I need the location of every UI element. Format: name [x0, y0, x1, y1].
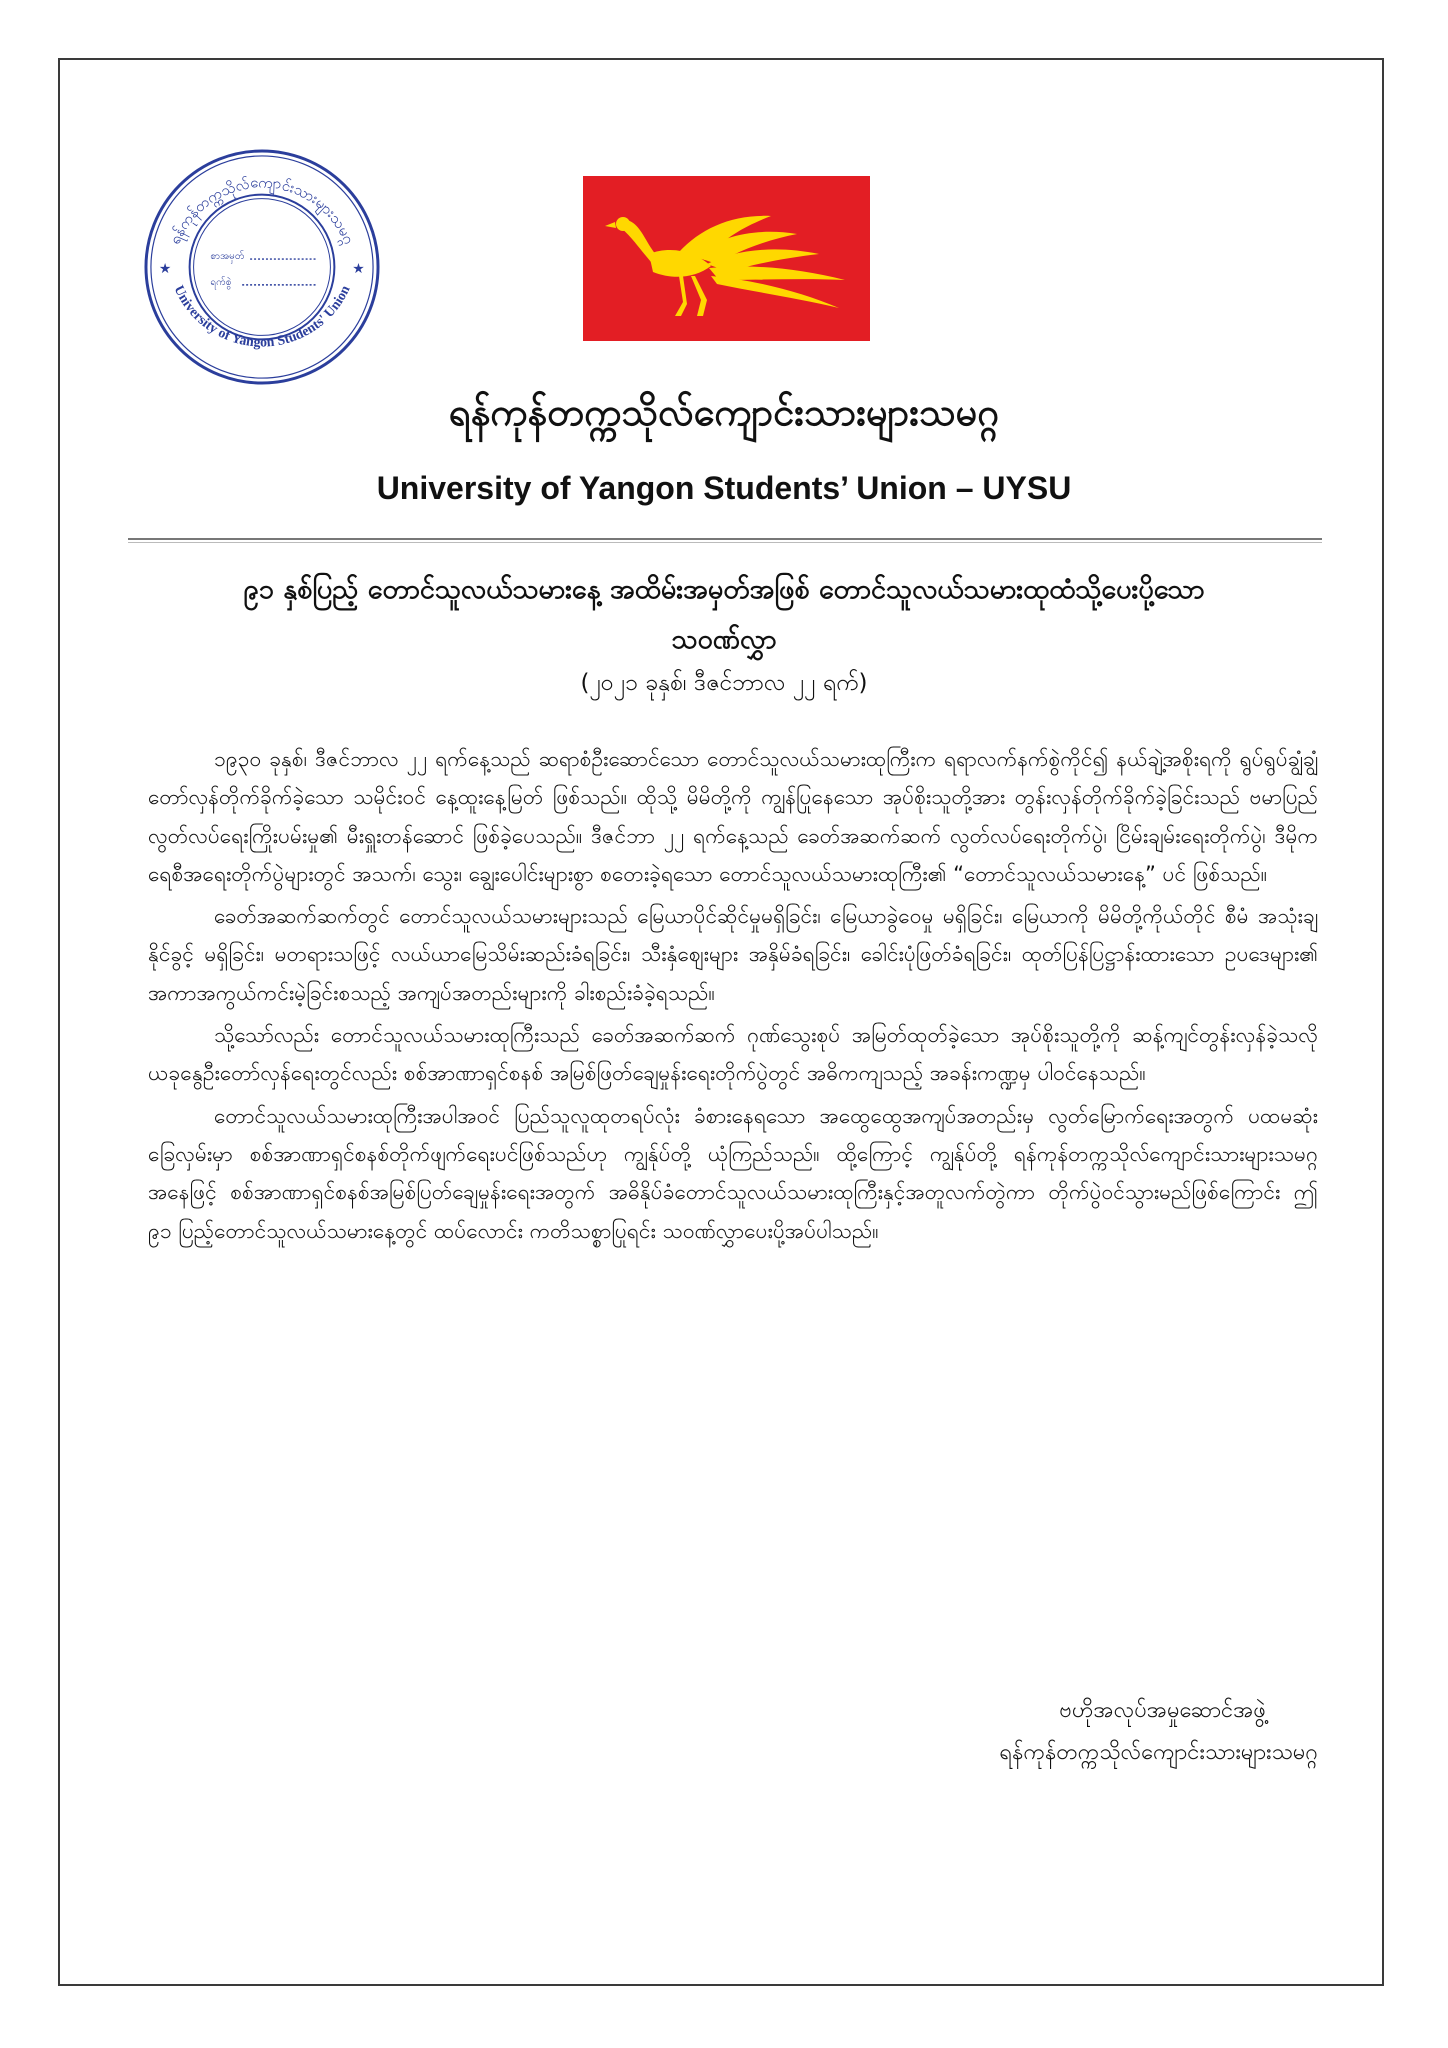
- paragraph-4: တောင်သူလယ်သမားထုကြီးအပါအဝင် ပြည်သူလူထုတရပ်လုံး ခံစားနေရသော အထွေထွေအကျပ်အတည်းမှ လွတ်မြောက်ရေးအတွက် ပထမဆုံးခြေလှမ်းမှာ စစ်အာဏာရှင်စနစ်တိုက်ဖျက်ရေးပင်ဖြစ်သည်ဟု ကျွန်ုပ်တို့ ယုံကြည်သည်။ ထို့ကြောင့် ကျွန်ုပ်တို့ ရန်ကုန်တက္ကသိုလ်ကျောင်းသားများသမဂ္ဂအနေဖြင့် စစ်အာဏာရှင်စနစ်အမြစ်ပြတ်ချေမှုန်းရေးအတွက် အဓိနိုပ်ခံတောင်သူလယ်သမားထုကြီးနှင့်အတူလက်တွဲကာ တိုက်ပွဲဝင်သွားမည်ဖြစ်ကြောင်း ဤ ၉၁ ပြည့်တောင်သူလယ်သမားနေ့တွင် ထပ်လောင်း ကတိသစ္စာပြုရင်း သဝဏ်လွှာပေးပို့အပ်ပါသည်။: [148, 1103, 1318, 1243]
- signature-committee: ဗဟိုအလုပ်အမှုဆောင်အဖွဲ့: [1059, 1698, 1266, 1723]
- org-name-mm: ရန်ကုန်တက္ကသိုလ်ကျောင်းသားများသမဂ္ဂ: [448, 390, 1000, 434]
- svg-text:ရန်ကုန်တက္ကသိုလ်ကျောင်းသားများ: [166, 173, 359, 248]
- seal-star-left: ★: [158, 260, 172, 277]
- header-divider: [128, 538, 1322, 543]
- paragraph-1: ၁၉၃၀ ခုနှစ်၊ ဒီဇင်ဘာလ ၂၂ ရက်နေ့သည် ဆရာစံဦးဆောင်သော တောင်သူလယ်သမားထုကြီးက ရရာလက်နက်စွဲကိုင်၍ နယ်ချဲ့အစိုးရကို ရွပ်ရွပ်ချွံချွံ တော်လှန်တိုက်ခိုက်ခဲ့သော သမိုင်းဝင် နေ့ထူးနေ့မြတ် ဖြစ်သည်။ ထိုသို့ မိမိတို့ကို ကျွန်ပြုနေသော အုပ်စိုးသူတို့အား တွန်းလှန်တိုက်ခိုက်ခဲ့ခြင်းသည် ဗမာပြည်လွတ်လပ်ရေးကြိုးပမ်းမှု၏ မီးရှူးတန်ဆောင် ဖြစ်ခဲ့ပေသည်။ ဒီဇင်ဘာ ၂၂ ရက်နေ့သည် ခေတ်အဆက်ဆက် လွတ်လပ်ရေးတိုက်ပွဲ၊ ငြိမ်းချမ်းရေးတိုက်ပွဲ၊ ဒီမိုကရေစီအရေးတိုက်ပွဲများတွင် အသက်၊ သွေး၊ ချွေးပေါင်းများစွာ စတေးခဲ့ရသော တောင်သူလယ်သမားထုကြီး၏ “တောင်သူလယ်သမားနေ့” ပင် ဖြစ်သည်။: [148, 747, 1318, 886]
- statement-date: (၂၀၂၁ ခုနှစ်၊ ဒီဇင်ဘာလ ၂၂ ရက်): [580, 670, 868, 696]
- seal-outer-text: ရန်ကုန်တက္ကသိုလ်ကျောင်းသားများသမဂ္ဂ: [165, 173, 359, 247]
- statement-body: [148, 740, 1318, 1254]
- seal-line1-label: စာအမှတ်: [210, 251, 245, 263]
- statement-title-line1: ၉၁ နှစ်ပြည့် တောင်သူလယ်သမားနေ့ အထိမ်းအမှတ်အဖြစ် တောင်သူလယ်သမားထုထံသို့ပေးပို့သော: [243, 574, 1205, 605]
- fighting-peacock-flag-icon: [583, 176, 870, 341]
- seal-line2-label: ရက်စွဲ: [210, 276, 232, 288]
- paragraph-2: ခေတ်အဆက်ဆက်တွင် တောင်သူလယ်သမားများသည် မြေယာပိုင်ဆိုင်မှုမရှိခြင်း၊ မြေယာခွဲဝေမှု မရှိခြင်း၊ မြေယာကို မိမိတို့ကိုယ်တိုင် စီမံ အသုံးချနိုင်ခွင့် မရှိခြင်း၊ မတရားသဖြင့် လယ်ယာမြေသိမ်းဆည်းခံရခြင်း၊ သီးနှံဈေးများ အနှိမ်ခံရခြင်း၊ ခေါင်းပုံဖြတ်ခံရခြင်း၊ ထုတ်ပြန်ပြဋ္ဌာန်းထားသော ဥပဒေများ၏ အကာအကွယ်ကင်းမဲ့ခြင်းစသည့် အကျပ်အတည်းများကို ခါးစည်းခံခဲ့ရသည်။: [148, 904, 1318, 1005]
- union-seal-icon: [143, 148, 381, 386]
- paragraph-3: သို့သော်လည်း တောင်သူလယ်သမားထုကြီးသည် ခေတ်အဆက်ဆက် ဂုဏ်သွေးစုပ် အမြတ်ထုတ်ခဲ့သော အုပ်စိုးသူတို့ကို ဆန့်ကျင်တွန်းလှန်ခဲ့သလို ယခုနွေဦးတော်လှန်ရေးတွင်လည်း စစ်အာဏာရှင်စနစ် အမြစ်ဖြတ်ချေမှုန်းရေးတိုက်ပွဲတွင် အဓိကကျသည့် အခန်းကဏ္ဍမှ ပါဝင်နေသည်။: [148, 1023, 1318, 1086]
- svg-text:University of Yangon Students': [170, 283, 353, 350]
- statement-title: [140, 565, 1308, 665]
- signature-union: ရန်ကုန်တက္ကသိုလ်ကျောင်းသားများသမဂ္ဂ: [999, 1740, 1318, 1765]
- signature-block: [999, 1690, 1318, 1774]
- seal-star-right: ★: [352, 260, 365, 277]
- org-name-en: University of Yangon Students’ Union – UYSU: [376, 470, 1072, 506]
- statement-title-line2: သဝဏ်လွှာ: [671, 624, 777, 655]
- seal-outer-text-en: University of Yangon Students' Union: [170, 283, 354, 351]
